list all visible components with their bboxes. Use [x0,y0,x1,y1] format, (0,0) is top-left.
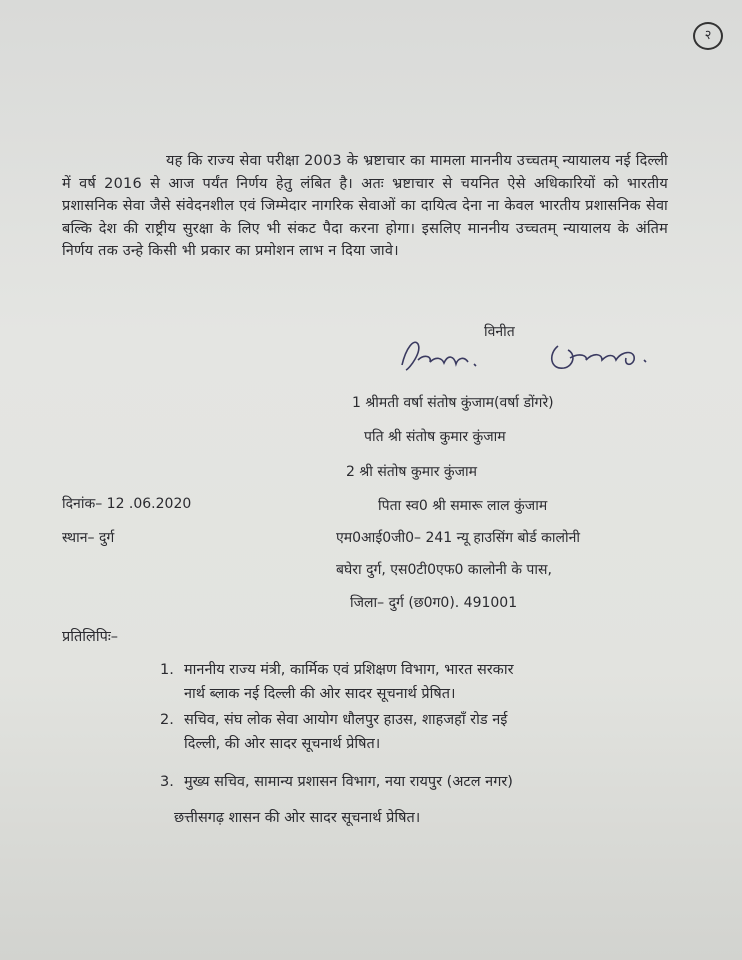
copy-item-1 [160,658,514,706]
copy-line: दिल्ली, की ओर सादर सूचनार्थ प्रेषित। [184,736,381,752]
copy-number: 3. [160,774,174,790]
sender-line-2: पति श्री संतोष कुमार कुंजाम [364,429,506,445]
body-paragraph: यह कि राज्य सेवा परीक्षा 2003 के भ्रष्टाचार का मामला माननीय उच्चतम् न्यायालय नई दिल्ली में वर्ष 2016 से आज पर्यंत निर्णय हेतु लंबित है। अतः भ्रष्टाचार से चयनित ऐसे अधिकारियों को भारतीय प्रशासनिक सेवा जैसे संवेदनशील एवं जिम्मेदार नागरिक सेवाओं का दायित्व देना ना केवल भारतीय प्रशासनिक सेवा बल्कि देश की राष्ट्रीय सुरक्षा के लिए भी संकट पैदा करना होगा। इसलिए माननीय उच्चतम् न्यायालय के अंतिम निर्णय तक उन्हे किसी भी प्रकार का प्रमोशन लाभ न दिया जावे। [62,153,668,259]
copy-line: माननीय राज्य मंत्री, कार्मिक एवं प्रशिक्षण विभाग, भारत सरकार [184,662,514,678]
closing-vineet: विनीत [484,324,515,340]
sender-line-5: एम0आई0जी0– 241 न्यू हाउसिंग बोर्ड कालोनी [336,530,580,546]
copy-heading: प्रतिलिपिः– [62,629,119,645]
date-line: दिनांक– 12 .06.2020 [62,496,192,512]
copy-line: मुख्य सचिव, सामान्य प्रशासन विभाग, नया रायपुर (अटल नगर) [184,774,513,790]
sender-line-4: पिता स्व0 श्री समारू लाल कुंजाम [378,498,548,514]
signature-varsha [392,330,492,380]
page-number: २ [693,22,723,50]
copy-line: नार्थ ब्लाक नई दिल्ली की ओर सादर सूचनार्थ प्रेषित। [184,686,456,702]
sender-line-6: बघेरा दुर्ग, एस0टी0एफ0 कालोनी के पास, [336,562,552,578]
copy-line: सचिव, संघ लोक सेवा आयोग धौलपुर हाउस, शाहजहाँ रोड नई [184,712,508,728]
signature-santosh [540,330,670,380]
copy-item-3 [160,764,513,836]
sender-line-3: 2 श्री संतोष कुमार कुंजाम [346,464,478,480]
sender-line-7: जिला– दुर्ग (छ0ग0). 491001 [350,595,518,611]
copy-number: 1. [160,662,174,678]
copy-line: छत्तीसगढ़ शासन की ओर सादर सूचनार्थ प्रेषित। [174,810,421,826]
place-line: स्थान– दुर्ग [62,530,115,546]
copy-item-2 [160,708,507,756]
sender-line-1: 1 श्रीमती वर्षा संतोष कुंजाम(वर्षा डोंगरे) [352,395,554,411]
copy-number: 2. [160,712,174,728]
